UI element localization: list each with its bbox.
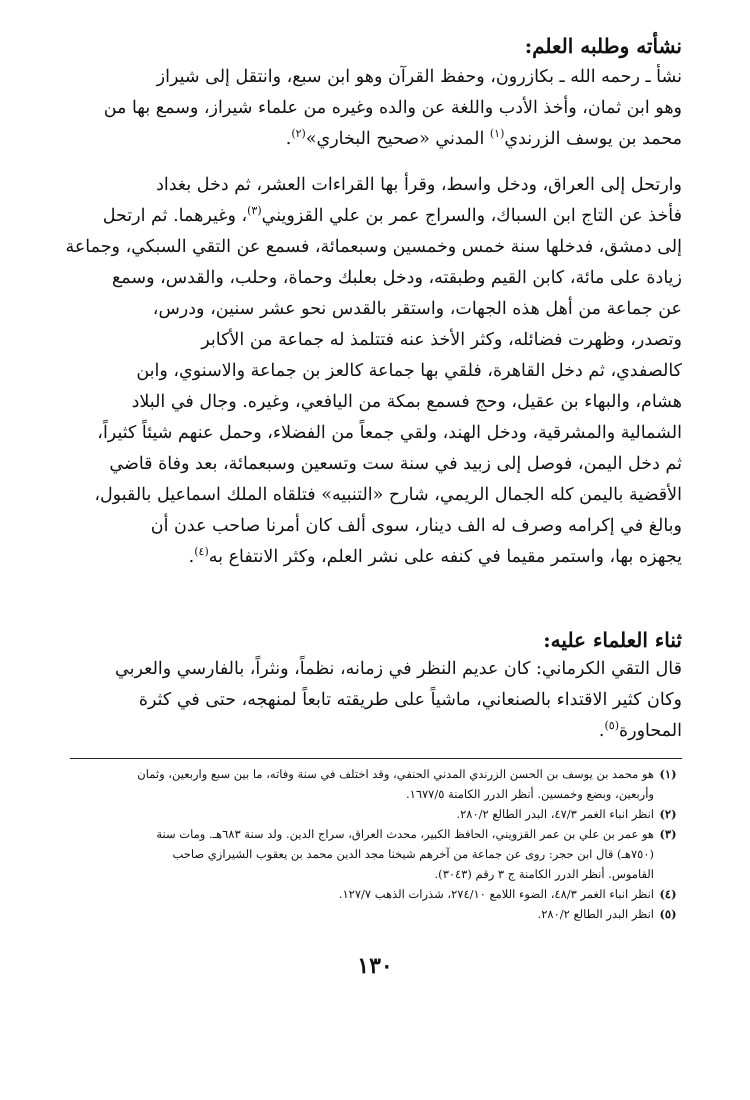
section-title-praise: ثناء العلماء عليه: [543, 628, 682, 652]
text-line: وهو ابن ثمان، وأخذ الأدب واللغة عن والده وغيره من علماء شيراز، وسمع بها من [103, 98, 682, 118]
text-line: الشمالية والمشرقية، ودخل الهند، ولقي جمعاً من الفضلاء، وحمل عنهم شيئاً كثيراً، [97, 423, 682, 443]
text-line: هشام، والبهاء بن عقيل، وحج فسمع بمكة من اليافعي، وغيره. وجال في البلاد [131, 392, 682, 412]
footnote-divider [70, 758, 682, 759]
text-line [62, 542, 682, 573]
text-line: زيادة على مائة، كابن القيم وطبقته، ودخل بعلبك وحماة، وحلب، والقدس، وسمع [111, 268, 682, 288]
text-line [62, 201, 682, 232]
text-line: قال التقي الكرماني: كان عديم النظر في زمانه، نظماً، ونثراً، بالفارسي والعربي [115, 659, 682, 679]
text-line: ثم دخل اليمن، فوصل إلى زبيد في سنة ست وتسعين وسبعمائة، بعد وفاة قاضي [109, 454, 682, 474]
section-title-upbringing: نشأته وطلبه العلم: [524, 34, 682, 58]
paragraph-upbringing [62, 62, 682, 155]
footnote-1 [62, 764, 682, 804]
text-segment: المدني «صحيح البخاري» [305, 129, 490, 149]
text-line: نشأ ـ رحمه الله ـ بكازرون، وحفظ القرآن وهو ابن سبع، وانتقل إلى شيراز [156, 67, 682, 87]
footnote-text: انظر انباء الغمر ٤٧/٣، البدر الطالع ٢٨٠/٢. [456, 807, 654, 821]
text-line: وتصدر، وظهرت فضائله، وكثر الأخذ عنه فتتلمذ له جماعة من الأكابر [201, 330, 682, 350]
footnote-text: وأربعين، وبضع وخمسين. أنظر الدرر الكامنة ١٦٧٧/٥. [405, 787, 654, 801]
footnote-text: انظر البدر الطالع ٢٨٠/٢. [537, 907, 654, 921]
text-line: وكان كثير الاقتداء بالصنعاني، ماشياً على طريقته تابعاً لمنهجه، حتى في كثرة [138, 690, 682, 710]
footnote-text: هو محمد بن يوسف بن الحسن الزرندي المدني الحنفي، وقد اختلف في سنة وفاته، ما بين سبع واربعين، وثمان [137, 767, 654, 781]
footnote-4 [62, 884, 682, 904]
footnote-number: (٢) [659, 807, 677, 821]
text-line [62, 124, 682, 155]
text-line [62, 716, 682, 747]
footnote-ref-5: (٥) [604, 719, 619, 733]
footnote-number: (٣) [659, 827, 677, 841]
paragraph-praise [62, 654, 682, 747]
footnotes [62, 764, 682, 924]
paragraph-travels [62, 170, 682, 573]
footnote-text: القاموس. أنظر الدرر الكامنة ج ٣ رقم (٣٠٤٣). [434, 867, 654, 881]
footnote-number: (٥) [659, 907, 677, 921]
text-line: الأقضية باليمن كله الجمال الريمي، شارح «التنبيه» فتلقاه الملك اسماعيل بالقبول، [94, 485, 682, 505]
footnote-3 [62, 824, 682, 884]
footnote-5 [62, 904, 682, 924]
text-segment: . [285, 129, 292, 149]
footnote-ref-1: (١) [489, 127, 505, 141]
footnote-text: هو عمر بن علي بن عمر القزويني، الحافظ الكبير، محدث العراق، سراج الدين. ولد سنة ٦٨٣هـ. ومات سنة [156, 827, 654, 841]
text-segment: . [598, 721, 605, 741]
text-segment: فأخذ عن التاج ابن السباك، والسراج عمر بن علي القزويني [261, 206, 682, 226]
footnote-ref-3: (٣) [247, 204, 262, 218]
text-line: عن جماعة من أهل هذه الجهات، واستقر بالقدس نحو عشر سنين، ودرس، [152, 299, 682, 319]
text-segment: يجهزه بها، واستمر مقيما في كنفه على نشر العلم، وكثر الانتفاع به [208, 547, 682, 567]
text-segment: محمد بن يوسف الزرندي [504, 129, 682, 149]
footnote-2 [62, 804, 682, 824]
text-line: كالصفدي، ثم دخل القاهرة، فلقي بها جماعة كالعز بن جماعة والاسنوي، وابن [136, 361, 682, 381]
page-number: ١٣٠ [357, 953, 393, 979]
text-line: إلى دمشق، فدخلها سنة خمس وخمسين وسبعمائة، فسمع عن التقي السبكي، وجماعة [65, 237, 682, 257]
footnote-number: (٤) [659, 887, 677, 901]
text-line: وارتحل إلى العراق، ودخل واسط، وقرأ بها القراءات العشر، ثم دخل بغداد [156, 175, 682, 195]
text-line: وبالغ في إكرامه وصرف له الف دينار، سوى ألف كان أمرنا صاحب عدن أن [150, 516, 682, 536]
text-segment: . [188, 547, 195, 567]
footnote-text: (٧٥٠هـ) قال ابن حجر: روى عن جماعة من آخرهم شيخنا مجد الدين محمد بن يعقوب الشيرازي صاحب [172, 847, 654, 861]
footnote-text: انظر انباء الغمر ٤٨/٣، الضوء اللامع ٢٧٤/١٠، شذرات الذهب ١٢٧/٧. [338, 887, 654, 901]
text-segment: المحاورة [618, 721, 682, 741]
footnote-ref-2: (٢) [291, 127, 306, 141]
footnote-number: (١) [659, 767, 677, 781]
footnote-ref-4: (٤) [194, 545, 209, 559]
text-segment: ، وغيرهما. ثم ارتحل [102, 206, 248, 226]
